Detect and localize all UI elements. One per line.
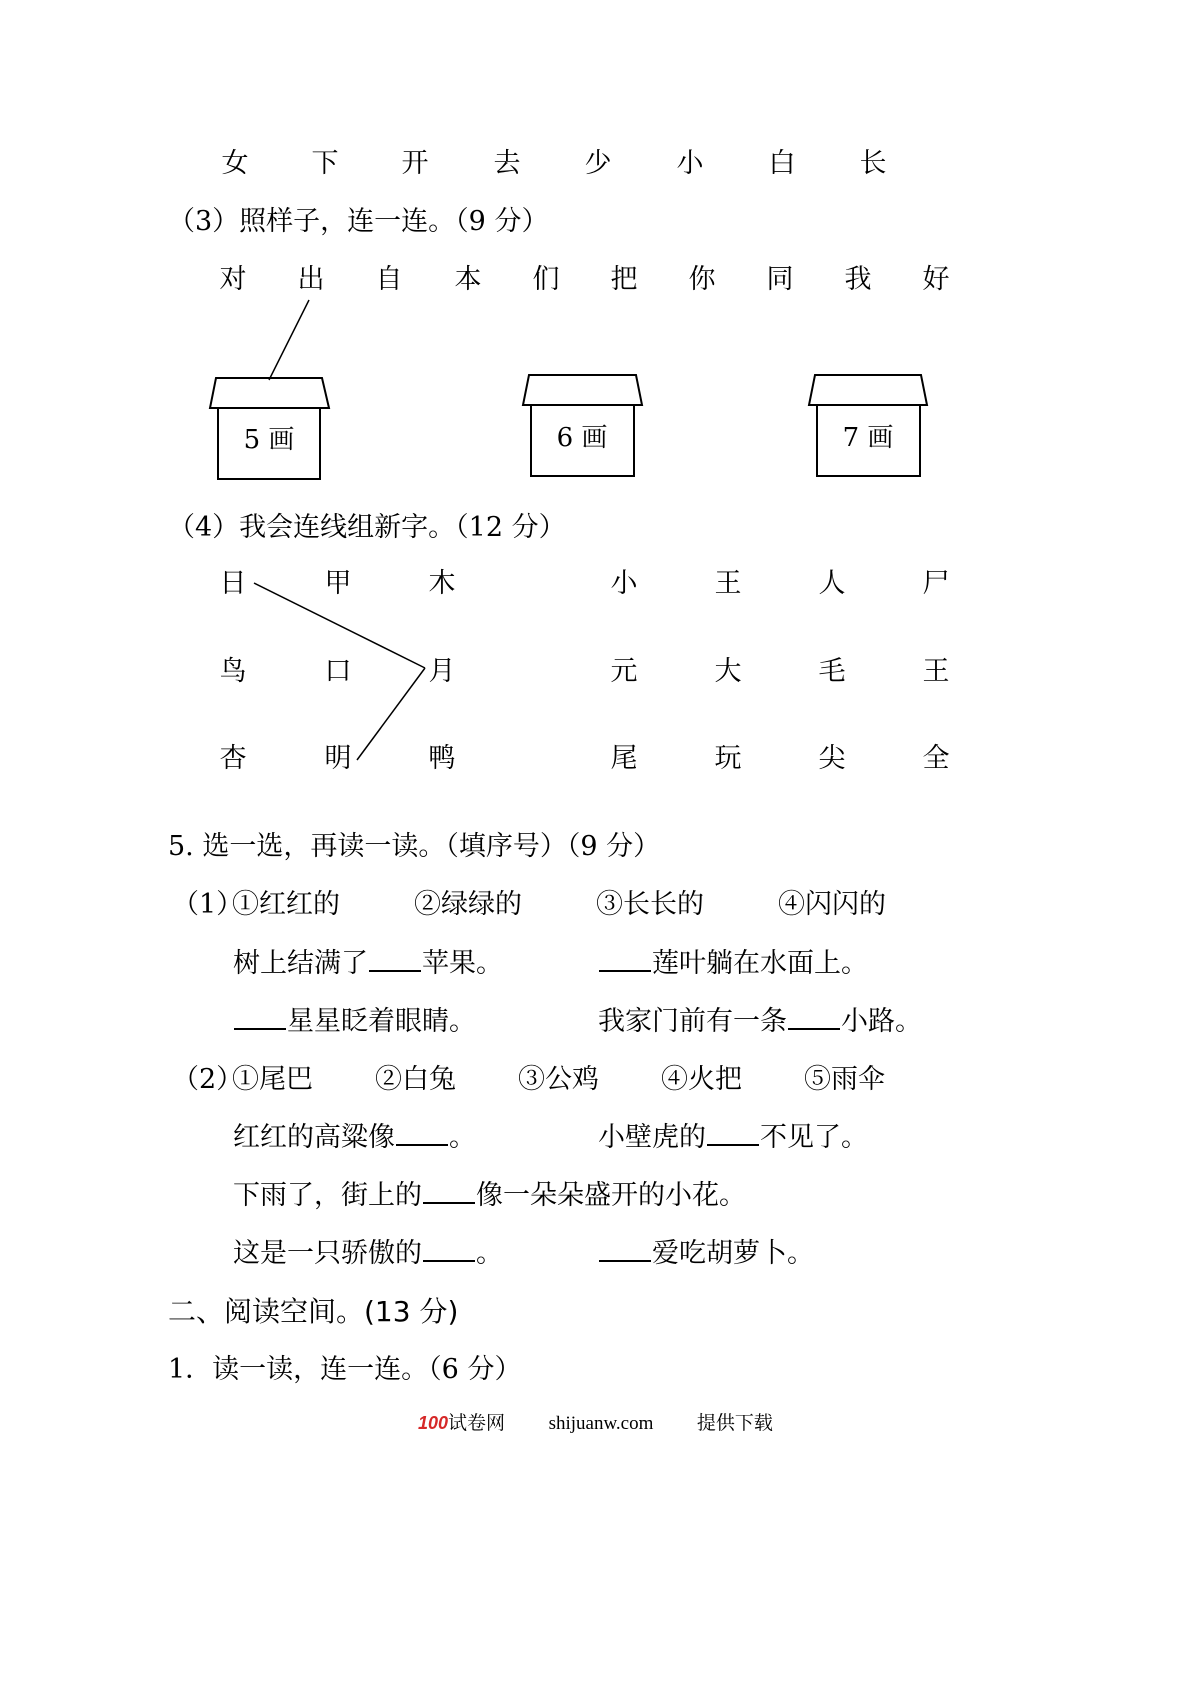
sentence [233, 1182, 746, 1209]
char: 毛 [818, 656, 846, 687]
sentence-text: 苹果。 [422, 948, 503, 979]
site-logo: 100 [418, 1413, 449, 1433]
q4-title: （4）我会连线组新字。（12 分） [168, 512, 566, 543]
char: 出 [297, 264, 325, 295]
sentence [233, 1240, 503, 1267]
site-name: 试卷网 [448, 1413, 506, 1434]
char: 下 [311, 148, 339, 179]
sentence-text: 下雨了，街上的 [233, 1180, 422, 1211]
sentence-text: 。 [476, 1238, 503, 1269]
sentence-text: 小路。 [841, 1006, 922, 1037]
sentence-text: 爱吃胡萝卜。 [652, 1238, 814, 1269]
sentence [233, 950, 503, 977]
q5-part2-number: （2） [172, 1064, 244, 1095]
sentence [598, 1124, 868, 1151]
char: 王 [714, 568, 742, 599]
char: 本 [454, 264, 482, 295]
char: 玩 [714, 743, 742, 774]
char: 开 [401, 148, 429, 179]
section2-heading: 二、阅读空间。(13 分) [168, 1295, 459, 1328]
char: 人 [818, 568, 846, 599]
char: 自 [375, 264, 403, 295]
sentence [598, 1008, 922, 1035]
sentence-text: 像一朵朵盛开的小花。 [476, 1180, 746, 1211]
sentence-text: 我家门前有一条 [598, 1006, 787, 1037]
char: 全 [922, 743, 950, 774]
char: 去 [493, 148, 521, 179]
sentence [233, 1124, 476, 1151]
char: 木 [428, 568, 456, 599]
char: 元 [610, 656, 638, 687]
example-line-ming-yue [357, 668, 425, 760]
char: 甲 [324, 568, 352, 599]
answer-blank[interactable] [423, 1200, 475, 1204]
option: ②绿绿的 [414, 889, 522, 920]
option: ③长长的 [596, 889, 704, 920]
char: 王 [922, 656, 950, 687]
answer-blank[interactable] [599, 968, 651, 972]
footer [418, 1414, 773, 1433]
sentence-text: 。 [449, 1122, 476, 1153]
char: 尖 [818, 743, 846, 774]
sentence-text: 不见了。 [760, 1122, 868, 1153]
sentence-text: 莲叶躺在水面上。 [652, 948, 868, 979]
char: 尸 [922, 568, 950, 599]
sentence [598, 950, 868, 977]
char: 小 [610, 568, 638, 599]
answer-blank[interactable] [369, 968, 421, 972]
sentence [233, 1008, 476, 1035]
house-label: 6 画 [556, 423, 608, 453]
answer-blank[interactable] [234, 1026, 286, 1030]
char: 杏 [219, 743, 247, 774]
option: ④闪闪的 [778, 889, 886, 920]
char: 对 [219, 264, 247, 295]
char: 你 [688, 264, 716, 295]
char: 长 [859, 148, 887, 179]
answer-blank[interactable] [423, 1258, 475, 1262]
char: 好 [922, 264, 950, 295]
char: 少 [584, 148, 612, 179]
sentence [598, 1240, 814, 1267]
char: 鸭 [428, 743, 456, 774]
char: 我 [844, 264, 872, 295]
sentence-text: 红红的高粱像 [233, 1122, 395, 1153]
house-label: 5 画 [243, 425, 295, 455]
char: 月 [428, 656, 456, 687]
char: 口 [324, 656, 352, 687]
example-connect-line [269, 300, 309, 380]
char: 小 [676, 148, 704, 179]
char: 把 [610, 264, 638, 295]
answer-blank[interactable] [707, 1142, 759, 1146]
q3-title: （3）照样子，连一连。（9 分） [168, 206, 549, 237]
q5-title: 5. 选一选，再读一读。（填序号）（9 分） [168, 831, 661, 862]
sentence-text: 星星眨着眼睛。 [287, 1006, 476, 1037]
section2-q1-title: 1．读一读，连一连。（6 分） [168, 1354, 522, 1385]
answer-blank[interactable] [396, 1142, 448, 1146]
answer-blank[interactable] [599, 1258, 651, 1262]
answer-blank[interactable] [788, 1026, 840, 1030]
site-domain[interactable]: shijuanw.com [548, 1413, 654, 1434]
option: ①红红的 [232, 889, 340, 920]
option: ⑤雨伞 [804, 1064, 885, 1095]
char: 白 [768, 148, 796, 179]
char: 鸟 [219, 656, 247, 687]
char: 明 [324, 743, 352, 774]
char: 同 [766, 264, 794, 295]
char: 女 [221, 148, 249, 179]
footer-note: 提供下载 [696, 1413, 773, 1434]
option: ②白兔 [375, 1064, 456, 1095]
option: ④火把 [661, 1064, 742, 1095]
q5-part1-number: （1） [172, 889, 244, 920]
option: ③公鸡 [518, 1064, 599, 1095]
char: 尾 [610, 743, 638, 774]
char: 大 [714, 656, 742, 687]
char: 们 [532, 264, 560, 295]
sentence-text: 小壁虎的 [598, 1122, 706, 1153]
option: ①尾巴 [232, 1064, 313, 1095]
house-label: 7 画 [842, 423, 894, 453]
char: 日 [219, 568, 247, 599]
sentence-text: 这是一只骄傲的 [233, 1238, 422, 1269]
sentence-text: 树上结满了 [233, 948, 368, 979]
